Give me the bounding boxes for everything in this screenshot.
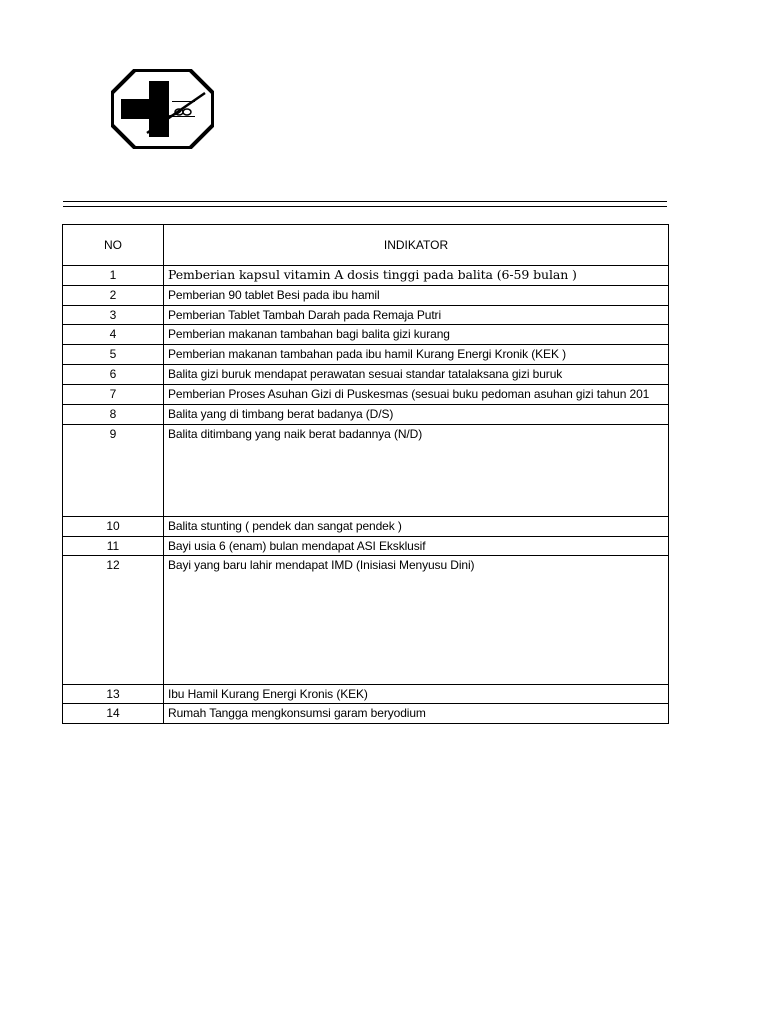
indicator-text: Pemberian Tablet Tambah Darah pada Remaja Putri	[164, 306, 669, 325]
indicator-text: Rumah Tangga mengkonsumsi garam beryodium	[164, 704, 669, 724]
table-row	[63, 325, 669, 345]
header-rule-bottom	[63, 206, 667, 207]
table-row	[63, 345, 669, 365]
indicator-text: Balita gizi buruk mendapat perawatan sesuai standar tatalaksana gizi buruk	[164, 365, 669, 385]
indicator-text: Balita ditimbang yang naik berat badannya (N/D)	[164, 425, 669, 517]
table-row	[63, 385, 669, 405]
table-row	[63, 425, 669, 517]
health-cross-logo-icon	[111, 69, 214, 149]
table-row	[63, 306, 669, 325]
table-row	[63, 685, 669, 704]
indicator-text: Pemberian kapsul vitamin A dosis tinggi pada balita (6-59 bulan )	[164, 266, 669, 286]
row-number: 3	[63, 306, 164, 325]
row-number: 7	[63, 385, 164, 405]
row-number: 6	[63, 365, 164, 385]
column-header-no: NO	[63, 225, 164, 266]
table-row	[63, 704, 669, 724]
ministry-logo	[111, 69, 214, 149]
row-number: 14	[63, 704, 164, 724]
table-header-row	[63, 225, 669, 266]
row-number: 5	[63, 345, 164, 365]
indicator-table	[62, 224, 669, 724]
indicator-text: Balita yang di timbang berat badanya (D/S)	[164, 405, 669, 425]
row-number: 1	[63, 266, 164, 286]
row-number: 11	[63, 537, 164, 556]
column-header-indikator: INDIKATOR	[164, 225, 669, 266]
header-rule-top	[63, 201, 667, 202]
row-number: 13	[63, 685, 164, 704]
indicator-text: Pemberian 90 tablet Besi pada ibu hamil	[164, 286, 669, 306]
table-row	[63, 365, 669, 385]
indicator-text: Bayi usia 6 (enam) bulan mendapat ASI Eksklusif	[164, 537, 669, 556]
indicator-text: Ibu Hamil Kurang Energi Kronis (KEK)	[164, 685, 669, 704]
table-row	[63, 517, 669, 537]
row-number: 9	[63, 425, 164, 517]
indicator-text: Pemberian makanan tambahan bagi balita gizi kurang	[164, 325, 669, 345]
indicator-text: Pemberian makanan tambahan pada ibu hamil Kurang Energi Kronik (KEK )	[164, 345, 669, 365]
table-row	[63, 537, 669, 556]
row-number: 4	[63, 325, 164, 345]
indicator-text: Bayi yang baru lahir mendapat IMD (Inisiasi Menyusu Dini)	[164, 556, 669, 685]
table-row	[63, 266, 669, 286]
table-row	[63, 405, 669, 425]
table-row	[63, 286, 669, 306]
table-row	[63, 556, 669, 685]
row-number: 2	[63, 286, 164, 306]
indicator-text: Pemberian Proses Asuhan Gizi di Puskesmas (sesuai buku pedoman asuhan gizi tahun 201	[164, 385, 669, 405]
indicator-text: Balita stunting ( pendek dan sangat pendek )	[164, 517, 669, 537]
row-number: 8	[63, 405, 164, 425]
row-number: 12	[63, 556, 164, 685]
row-number: 10	[63, 517, 164, 537]
